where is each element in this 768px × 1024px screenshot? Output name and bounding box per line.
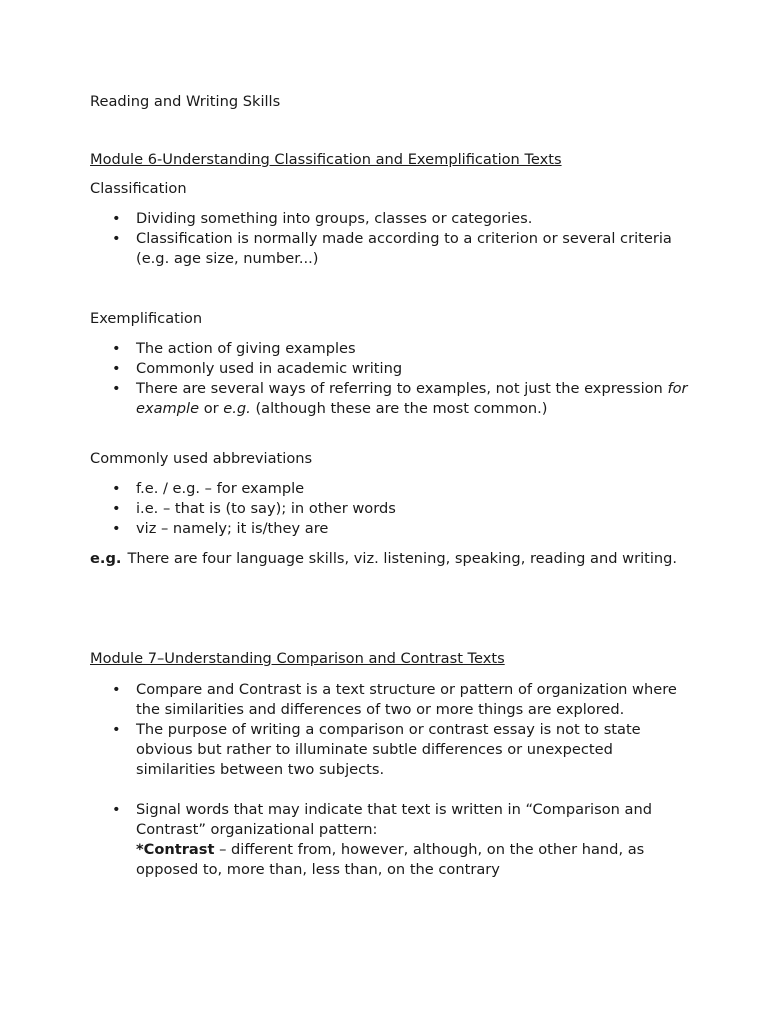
- list-item: • The purpose of writing a comparison or contrast essay is not to state obvious but rather to illuminate subtle differences or unexpected similarities between two subjects.: [90, 720, 690, 780]
- list-item: • Compare and Contrast is a text structure or pattern of organization where the similarities and differences of two or more things are explored.: [90, 680, 690, 720]
- example-paragraph: [90, 549, 690, 569]
- list-item: • The action of giving examples: [90, 339, 690, 359]
- text-run: (although these are the most common.): [250, 400, 548, 417]
- example-text: There are four language skills, viz. listening, speaking, reading and writing.: [127, 550, 678, 567]
- list-item: • viz – namely; it is/they are: [90, 519, 690, 539]
- module7-title: Module 7–Understanding Comparison and Contrast Texts: [90, 650, 505, 667]
- exemplification-heading: Exemplification: [90, 310, 203, 327]
- comparison-list: [90, 680, 690, 780]
- classification-heading: Classification: [90, 180, 187, 197]
- example-label: e.g.: [90, 550, 122, 567]
- text-run: or: [199, 400, 224, 417]
- list-item: • f.e. / e.g. – for example: [90, 479, 690, 499]
- contrast-label: *Contrast: [136, 841, 215, 858]
- signal-words-list: [90, 800, 690, 880]
- text-run: There are several ways of referring to examples, not just the expression: [136, 380, 668, 397]
- list-item: • Commonly used in academic writing: [90, 359, 690, 379]
- list-item: • i.e. – that is (to say); in other words: [90, 499, 690, 519]
- module6-title: Module 6-Understanding Classification and Exemplification Texts: [90, 151, 562, 168]
- list-item: • Classification is normally made according to a criterion or several criteria (e.g. age size, number...): [90, 229, 690, 269]
- abbreviations-heading: Commonly used abbreviations: [90, 450, 313, 467]
- exemplification-list: [90, 339, 690, 419]
- italic-term: e.g.: [223, 400, 251, 417]
- contrast-text: – different from, however, although, on the other hand, as opposed to, more than, less than, on the contrary: [136, 841, 645, 878]
- document-content: [90, 92, 690, 880]
- document-title: Reading and Writing Skills: [90, 93, 281, 110]
- list-item: [90, 800, 690, 880]
- list-item: • Dividing something into groups, classes or categories.: [90, 209, 690, 229]
- italic-term: for example: [136, 380, 688, 417]
- list-item: [90, 379, 690, 419]
- signal-intro: Signal words that may indicate that text is written in “Comparison and Contrast” organizational pattern:: [136, 801, 652, 838]
- classification-list: [90, 209, 690, 269]
- abbreviations-list: [90, 479, 690, 539]
